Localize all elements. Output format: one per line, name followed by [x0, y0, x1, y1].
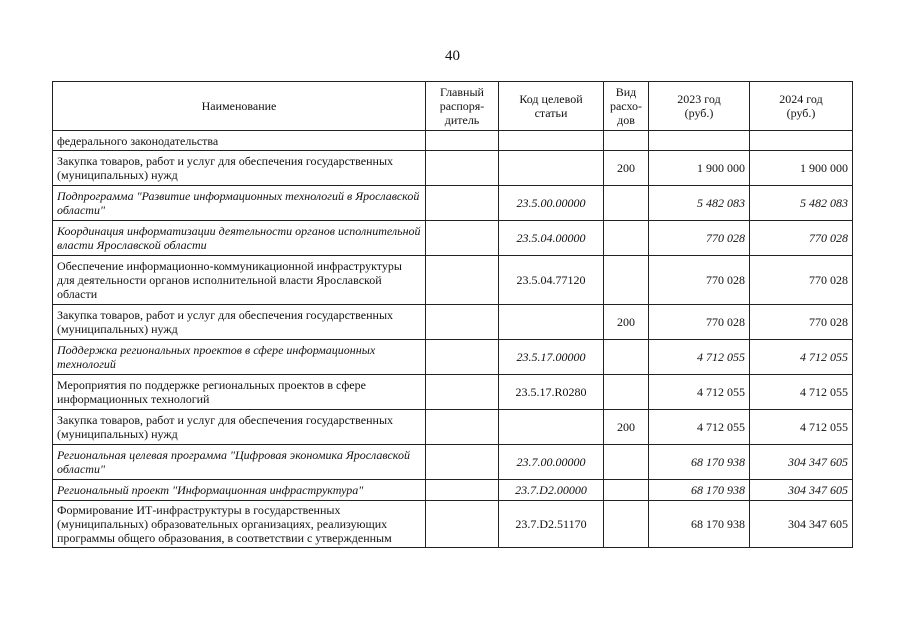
row-2023: [649, 131, 750, 151]
row-2023: 68 170 938: [649, 501, 750, 548]
row-2024: 770 028: [750, 256, 853, 305]
table-row: [53, 131, 853, 151]
row-code: 23.5.04.77120: [499, 256, 604, 305]
table-row: [53, 480, 853, 501]
budget-table: [52, 81, 853, 548]
row-chief: [426, 221, 499, 256]
row-name: Формирование ИТ-инфраструктуры в государственных (муниципальных) образовательных организациях, реализующих программы общего образования, в соответствии с утвержденным: [53, 501, 426, 548]
row-2024: 304 347 605: [750, 480, 853, 501]
row-name: Координация информатизации деятельности органов исполнительной власти Ярославской области: [53, 221, 426, 256]
table-header-row: [53, 82, 853, 131]
row-type: 200: [604, 410, 649, 445]
page-number: 40: [445, 48, 460, 64]
row-code: 23.5.17.00000: [499, 340, 604, 375]
header-name: Наименование: [53, 82, 426, 131]
row-chief: [426, 186, 499, 221]
row-type: [604, 375, 649, 410]
table-row: [53, 445, 853, 480]
row-2024: 304 347 605: [750, 445, 853, 480]
row-2023: 1 900 000: [649, 151, 750, 186]
row-type: 200: [604, 151, 649, 186]
row-2023: 68 170 938: [649, 480, 750, 501]
row-2024: 4 712 055: [750, 410, 853, 445]
row-2023: 4 712 055: [649, 410, 750, 445]
row-2023: 770 028: [649, 221, 750, 256]
row-name: Подпрограмма "Развитие информационных технологий в Ярославской области": [53, 186, 426, 221]
row-2023: 770 028: [649, 305, 750, 340]
row-type: [604, 340, 649, 375]
row-2024: [750, 131, 853, 151]
row-name: Закупка товаров, работ и услуг для обеспечения государственных (муниципальных) нужд: [53, 305, 426, 340]
row-code: 23.5.00.00000: [499, 186, 604, 221]
row-2024: 1 900 000: [750, 151, 853, 186]
row-chief: [426, 256, 499, 305]
row-2024: 4 712 055: [750, 375, 853, 410]
row-chief: [426, 131, 499, 151]
row-code: 23.5.17.R0280: [499, 375, 604, 410]
header-target-code: Код целевой статьи: [499, 82, 604, 131]
row-2023: 4 712 055: [649, 340, 750, 375]
row-code: 23.7.00.00000: [499, 445, 604, 480]
row-chief: [426, 480, 499, 501]
row-type: [604, 186, 649, 221]
row-type: [604, 445, 649, 480]
row-code: 23.7.D2.51170: [499, 501, 604, 548]
row-code: 23.7.D2.00000: [499, 480, 604, 501]
row-2023: 5 482 083: [649, 186, 750, 221]
row-chief: [426, 151, 499, 186]
row-chief: [426, 340, 499, 375]
table-row: [53, 256, 853, 305]
row-code: [499, 410, 604, 445]
row-type: [604, 256, 649, 305]
row-type: [604, 480, 649, 501]
row-code: [499, 151, 604, 186]
row-2024: 770 028: [750, 305, 853, 340]
row-2024: 5 482 083: [750, 186, 853, 221]
table-row: [53, 221, 853, 256]
row-2024: 770 028: [750, 221, 853, 256]
header-chief-administrator: Главный распоря- дитель: [426, 82, 499, 131]
row-name: Поддержка региональных проектов в сфере информационных технологий: [53, 340, 426, 375]
table-row: [53, 340, 853, 375]
table-row: [53, 305, 853, 340]
row-chief: [426, 501, 499, 548]
table-row: [53, 186, 853, 221]
row-type: [604, 501, 649, 548]
row-type: [604, 131, 649, 151]
row-name: федерального законодательства: [53, 131, 426, 151]
row-2023: 4 712 055: [649, 375, 750, 410]
row-2023: 68 170 938: [649, 445, 750, 480]
row-name: Обеспечение информационно-коммуникационной инфраструктуры для деятельности органов исполнительной власти Ярославской области: [53, 256, 426, 305]
row-type: [604, 221, 649, 256]
row-2024: 4 712 055: [750, 340, 853, 375]
row-name: Закупка товаров, работ и услуг для обеспечения государственных (муниципальных) нужд: [53, 410, 426, 445]
row-name: Закупка товаров, работ и услуг для обеспечения государственных (муниципальных) нужд: [53, 151, 426, 186]
row-chief: [426, 445, 499, 480]
row-name: Региональная целевая программа "Цифровая экономика Ярославской области": [53, 445, 426, 480]
header-expense-type: Вид расхо- дов: [604, 82, 649, 131]
row-name: Мероприятия по поддержке региональных проектов в сфере информационных технологий: [53, 375, 426, 410]
row-code: [499, 131, 604, 151]
row-code: [499, 305, 604, 340]
row-name: Региональный проект "Информационная инфраструктура": [53, 480, 426, 501]
row-chief: [426, 305, 499, 340]
row-code: 23.5.04.00000: [499, 221, 604, 256]
table-row: [53, 501, 853, 548]
header-2023: 2023 год (руб.): [649, 82, 750, 131]
row-2023: 770 028: [649, 256, 750, 305]
row-type: 200: [604, 305, 649, 340]
table-row: [53, 375, 853, 410]
row-2024: 304 347 605: [750, 501, 853, 548]
row-chief: [426, 410, 499, 445]
row-chief: [426, 375, 499, 410]
table-row: [53, 410, 853, 445]
table-row: [53, 151, 853, 186]
header-2024: 2024 год (руб.): [750, 82, 853, 131]
